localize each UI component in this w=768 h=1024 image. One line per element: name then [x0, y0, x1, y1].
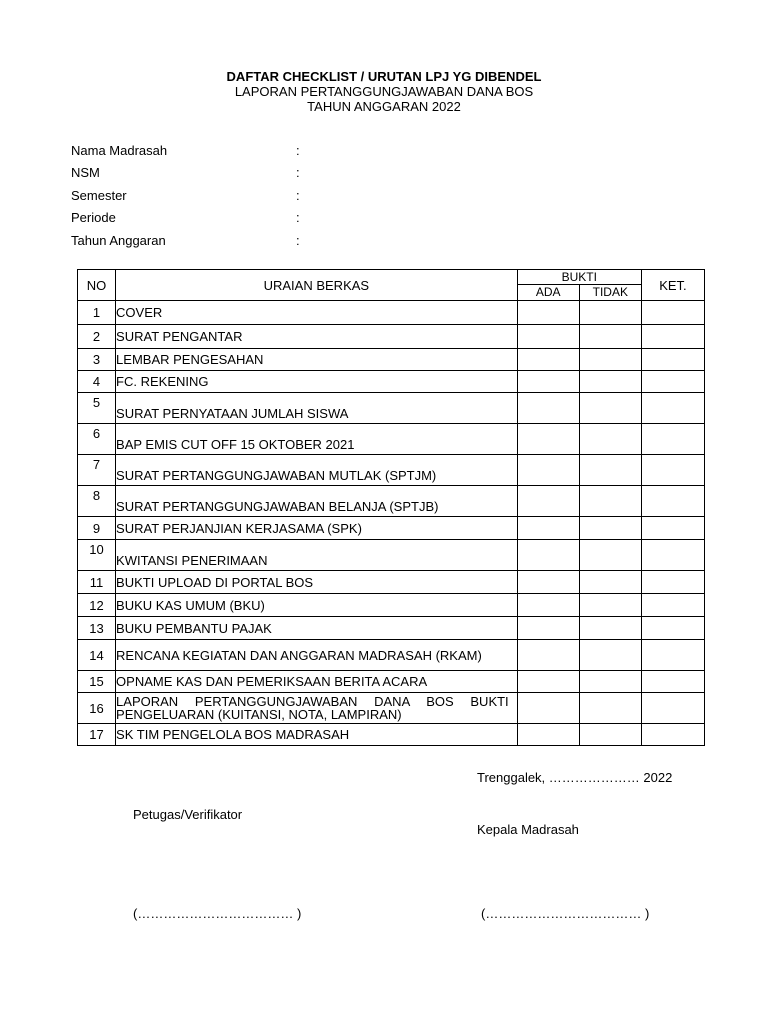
- cell-ada[interactable]: [517, 486, 579, 517]
- header-ket: KET.: [641, 270, 704, 301]
- row-uraian: LAPORAN PERTANGGUNGJAWABAN DANA BOS BUKTI PENGELUARAN (KUITANSI, NOTA, LAMPIRAN): [116, 693, 518, 724]
- cell-ket[interactable]: [641, 693, 704, 724]
- cell-ket[interactable]: [641, 540, 704, 571]
- cell-tidak[interactable]: [579, 325, 641, 349]
- cell-tidak[interactable]: [579, 540, 641, 571]
- row-uraian: FC. REKENING: [116, 371, 518, 393]
- cell-ada[interactable]: [517, 540, 579, 571]
- header-no: NO: [78, 270, 116, 301]
- cell-ada[interactable]: [517, 724, 579, 746]
- label-tahun-anggaran: Tahun Anggaran: [71, 233, 166, 248]
- colon: :: [296, 210, 300, 225]
- row-uraian: LEMBAR PENGESAHAN: [116, 349, 518, 371]
- cell-tidak[interactable]: [579, 424, 641, 455]
- cell-ada[interactable]: [517, 349, 579, 371]
- row-no: 4: [78, 371, 116, 393]
- row-no: 7: [78, 455, 116, 486]
- cell-tidak[interactable]: [579, 693, 641, 724]
- table-row: [78, 640, 705, 671]
- label-nama-madrasah: Nama Madrasah: [71, 143, 168, 158]
- row-no: 1: [78, 301, 116, 325]
- table-row: [78, 349, 705, 371]
- cell-tidak[interactable]: [579, 455, 641, 486]
- colon: :: [296, 233, 300, 248]
- header-bukti: BUKTI: [517, 270, 641, 285]
- row-no: 3: [78, 349, 116, 371]
- cell-tidak[interactable]: [579, 517, 641, 540]
- cell-ket[interactable]: [641, 371, 704, 393]
- row-uraian: BUKU KAS UMUM (BKU): [116, 594, 518, 617]
- row-uraian: SURAT PERNYATAAN JUMLAH SISWA: [116, 393, 518, 424]
- cell-ket[interactable]: [641, 517, 704, 540]
- colon: :: [296, 188, 300, 203]
- cell-ket[interactable]: [641, 724, 704, 746]
- table-row: [78, 393, 705, 424]
- cell-ada[interactable]: [517, 571, 579, 594]
- row-uraian: KWITANSI PENERIMAAN: [116, 540, 518, 571]
- document-subtitle: LAPORAN PERTANGGUNGJAWABAN DANA BOS: [234, 84, 534, 99]
- cell-tidak[interactable]: [579, 671, 641, 693]
- table-row: [78, 455, 705, 486]
- cell-ada[interactable]: [517, 455, 579, 486]
- cell-tidak[interactable]: [579, 371, 641, 393]
- table-row: [78, 424, 705, 455]
- table-row: [78, 540, 705, 571]
- row-no: 12: [78, 594, 116, 617]
- row-no: 6: [78, 424, 116, 455]
- label-periode: Periode: [71, 210, 116, 225]
- cell-ada[interactable]: [517, 671, 579, 693]
- row-uraian: OPNAME KAS DAN PEMERIKSAAN BERITA ACARA: [116, 671, 518, 693]
- row-uraian: BUKTI UPLOAD DI PORTAL BOS: [116, 571, 518, 594]
- row-uraian: SURAT PENGANTAR: [116, 325, 518, 349]
- header-tidak: TIDAK: [579, 285, 641, 301]
- row-no: 14: [78, 640, 116, 671]
- cell-ket[interactable]: [641, 486, 704, 517]
- document-title: DAFTAR CHECKLIST / URUTAN LPJ YG DIBENDEL: [226, 69, 542, 84]
- cell-ada[interactable]: [517, 424, 579, 455]
- place-date: Trenggalek, ………………… 2022: [477, 770, 673, 785]
- row-no: 5: [78, 393, 116, 424]
- cell-ket[interactable]: [641, 455, 704, 486]
- cell-ada[interactable]: [517, 517, 579, 540]
- cell-ada[interactable]: [517, 393, 579, 424]
- table-row: [78, 571, 705, 594]
- document-year: TAHUN ANGGARAN 2022: [307, 99, 461, 114]
- table-row: [78, 724, 705, 746]
- cell-ket[interactable]: [641, 393, 704, 424]
- row-uraian: SURAT PERJANJIAN KERJASAMA (SPK): [116, 517, 518, 540]
- cell-ada[interactable]: [517, 617, 579, 640]
- table-row: [78, 671, 705, 693]
- colon: :: [296, 143, 300, 158]
- cell-ket[interactable]: [641, 671, 704, 693]
- cell-ada[interactable]: [517, 301, 579, 325]
- cell-ada[interactable]: [517, 640, 579, 671]
- colon: :: [296, 165, 300, 180]
- cell-ket[interactable]: [641, 325, 704, 349]
- row-no: 16: [78, 693, 116, 724]
- table-row: [78, 617, 705, 640]
- cell-ket[interactable]: [641, 301, 704, 325]
- cell-tidak[interactable]: [579, 571, 641, 594]
- row-no: 9: [78, 517, 116, 540]
- row-uraian: BUKU PEMBANTU PAJAK: [116, 617, 518, 640]
- row-uraian: SK TIM PENGELOLA BOS MADRASAH: [116, 724, 518, 746]
- row-no: 8: [78, 486, 116, 517]
- cell-tidak[interactable]: [579, 617, 641, 640]
- cell-tidak[interactable]: [579, 486, 641, 517]
- cell-ket[interactable]: [641, 349, 704, 371]
- cell-ket[interactable]: [641, 594, 704, 617]
- cell-ada[interactable]: [517, 325, 579, 349]
- table-row: [78, 693, 705, 724]
- row-uraian: SURAT PERTANGGUNGJAWABAN MUTLAK (SPTJM): [116, 455, 518, 486]
- header-uraian: URAIAN BERKAS: [116, 270, 518, 301]
- cell-tidak[interactable]: [579, 393, 641, 424]
- table-row: [78, 517, 705, 540]
- cell-ada[interactable]: [517, 693, 579, 724]
- row-no: 15: [78, 671, 116, 693]
- row-no: 10: [78, 540, 116, 571]
- row-uraian: COVER: [116, 301, 518, 325]
- row-uraian: SURAT PERTANGGUNGJAWABAN BELANJA (SPTJB): [116, 486, 518, 517]
- cell-tidak[interactable]: [579, 349, 641, 371]
- table-row: [78, 486, 705, 517]
- cell-tidak[interactable]: [579, 640, 641, 671]
- row-uraian: BAP EMIS CUT OFF 15 OKTOBER 2021: [116, 424, 518, 455]
- cell-ada[interactable]: [517, 371, 579, 393]
- table-row: [78, 371, 705, 393]
- cell-ket[interactable]: [641, 640, 704, 671]
- kepala-label: Kepala Madrasah: [477, 822, 579, 837]
- cell-ket[interactable]: [641, 571, 704, 594]
- row-no: 11: [78, 571, 116, 594]
- signature-line-petugas: (……………………………… ): [133, 906, 302, 921]
- table-row: [78, 301, 705, 325]
- cell-tidak[interactable]: [579, 594, 641, 617]
- petugas-label: Petugas/Verifikator: [133, 807, 243, 822]
- label-semester: Semester: [71, 188, 127, 203]
- cell-tidak[interactable]: [579, 724, 641, 746]
- signature-line-kepala: (……………………………… ): [481, 906, 650, 921]
- table-row: [78, 594, 705, 617]
- label-nsm: NSM: [71, 165, 100, 180]
- cell-ket[interactable]: [641, 617, 704, 640]
- cell-ada[interactable]: [517, 594, 579, 617]
- table-row: [78, 325, 705, 349]
- checklist-table: [77, 269, 705, 746]
- header-ada: ADA: [517, 285, 579, 301]
- cell-tidak[interactable]: [579, 301, 641, 325]
- row-no: 13: [78, 617, 116, 640]
- row-no: 2: [78, 325, 116, 349]
- row-no: 17: [78, 724, 116, 746]
- cell-ket[interactable]: [641, 424, 704, 455]
- row-uraian: RENCANA KEGIATAN DAN ANGGARAN MADRASAH (RKAM): [116, 640, 518, 671]
